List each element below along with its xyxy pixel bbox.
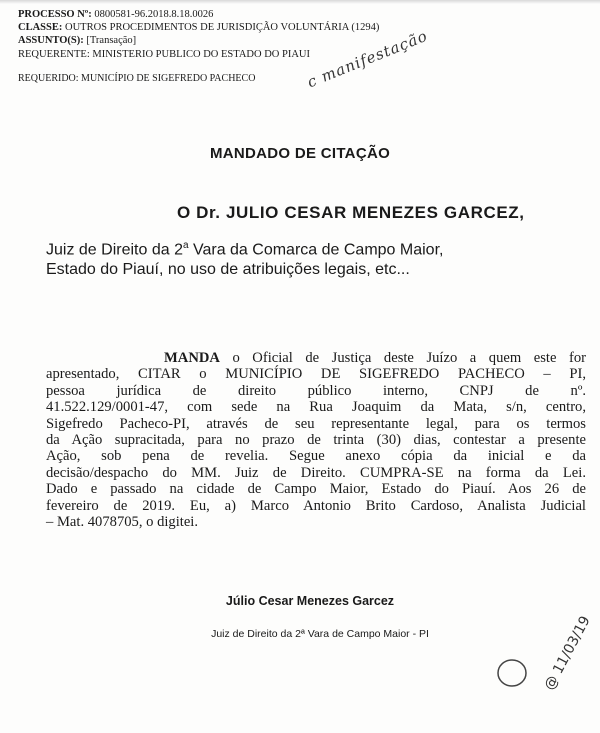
process-header: [18, 8, 379, 61]
body-line: 41.522.129/0001-47, com sede na Rua Joaquim da Mata, s/n, centro,: [46, 399, 586, 416]
assunto-value: [Transação]: [86, 35, 137, 47]
processo-number: 0800581-96.2018.8.18.0026: [94, 9, 214, 20]
manda-word: MANDA: [164, 350, 220, 366]
assunto-row: ASSUNTO(S): [Transação]: [18, 35, 137, 47]
body-line: – Mat. 4078705, o digitei.: [46, 514, 199, 531]
scan-edge-shadow: [0, 0, 600, 4]
body-line: decisão/despacho do MM. Juiz de Direito. CUMPRA-SE na forma da Lei.: [46, 464, 586, 481]
requerido-row: REQUERIDO: MUNICÍPIO DE SIGEFREDO PACHECO: [18, 73, 256, 84]
judge-description-line-1: Juiz de Direito da 2$^a$ Vara da Comarca de Campo Maior,: [46, 240, 444, 259]
signature-name: Júlio Cesar Menezes Garcez: [225, 594, 395, 608]
requerente-row: REQUERENTE: MINISTERIO PUBLICO DO ESTADO DO PIAUI: [18, 48, 310, 60]
processo-row: PROCESSO Nº: 0800581-96.2018.8.18.0026: [18, 9, 214, 20]
body-line: fevereiro de 2019. Eu, a) Marco Antonio Brito Cardoso, Analista Judicial: [46, 497, 586, 514]
circle-mark: [498, 660, 526, 686]
body-line: Sigefredo Pacheco-PI, através de seu representante legal, para os termos: [46, 415, 586, 432]
judge-description-line-2: Estado do Piauí, no uso de atribuições legais, etc...: [46, 261, 410, 279]
handwritten-date-stamp: [478, 575, 598, 705]
body-line: MANDA o Oficial de Justiça deste Juízo a quem este for: [164, 350, 586, 366]
body-line: Ação, sob pena de revelia. Segue anexo cópia da inicial e da: [46, 448, 586, 465]
classe-value: OUTROS PROCEDIMENTOS DE JURISDIÇÃO VOLUNTÁRIA (1294): [64, 22, 380, 34]
signature-role: Juiz de Direito da 2ª Vara de Campo Maior - PI: [211, 628, 429, 640]
stamp-date-text: @ 11/03/19: [541, 613, 594, 693]
classe-row: CLASSE: OUTROS PROCEDIMENTOS DE JURISDIÇÃO VOLUNTÁRIA (1294): [18, 22, 380, 34]
document-title: MANDADO DE CITAÇÃO: [209, 145, 391, 162]
body-line: pessoa jurídica de direito público interno, CNPJ de nº.: [46, 382, 586, 399]
body-line: apresentado, CITAR o MUNICÍPIO DE SIGEFREDO PACHECO – PI,: [46, 366, 586, 383]
judge-name-line: O Dr. JULIO CESAR MENEZES GARCEZ,: [177, 203, 525, 222]
body-line: da Ação supracitada, para no prazo de trinta (30) dias, contestar a presente: [46, 432, 586, 449]
handwritten-note: c manifestação: [304, 26, 431, 92]
mandate-body: [46, 350, 586, 530]
body-line: Dado e passado na cidade de Campo Maior, Estado do Piauí. Aos 26 de: [46, 481, 586, 498]
judge-description: [46, 236, 586, 280]
